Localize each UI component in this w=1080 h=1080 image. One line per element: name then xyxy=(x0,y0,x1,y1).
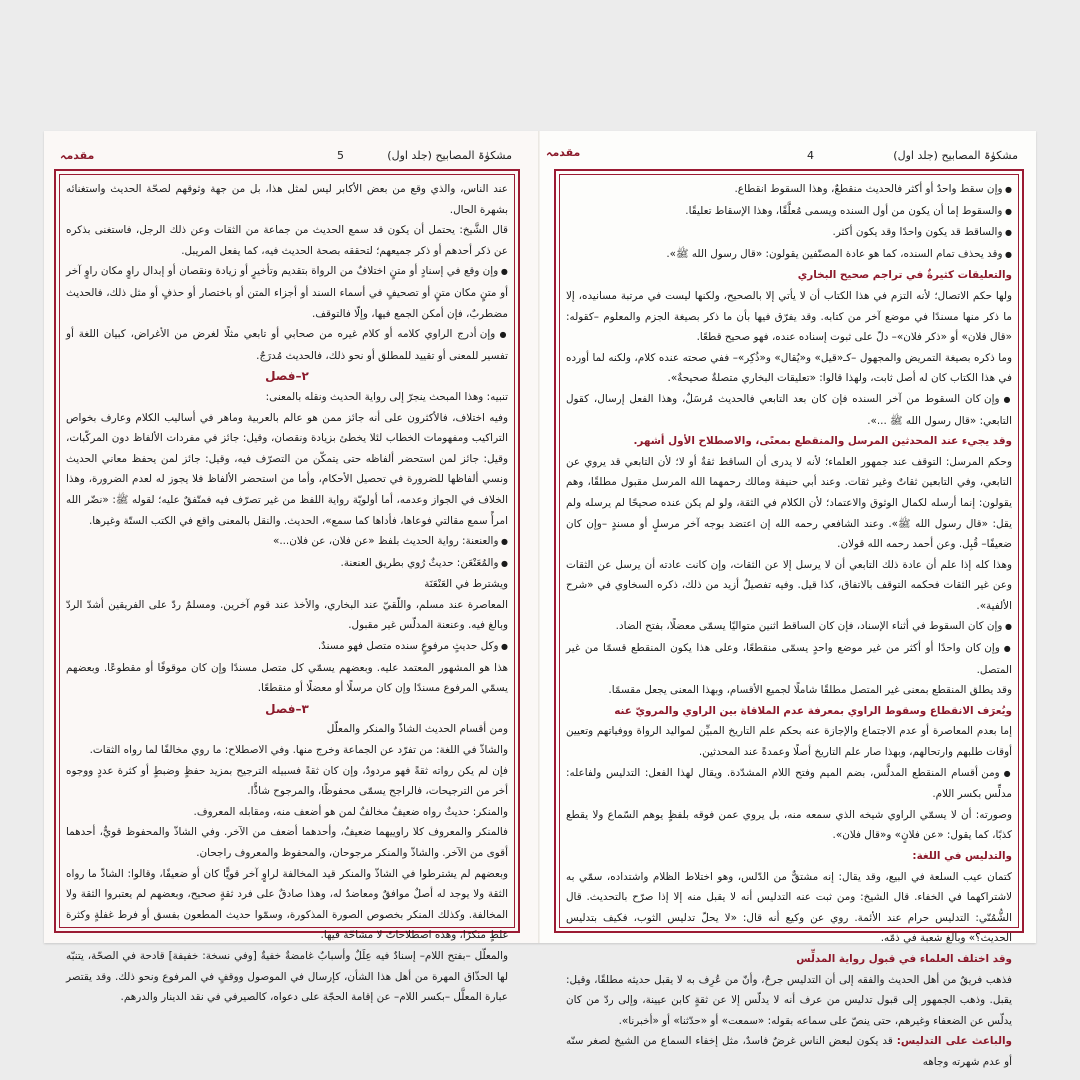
bullet-paragraph: ● وإن كان واحدًا أو أكثر من غير موضع واحدٍ يسمّى منقطعًا، وعلى هذا يكون المنقطع قسمًا من غير المتصل. xyxy=(566,638,1012,680)
bullet-paragraph: ● وإن أدرج الراوي كلامه أو كلام غيره من صحابي أو تابعي مثلًا لغرض من الأغراض، كبيان اللغة أو تفسير للمعنى أو تقييد للمطلق أو نحو ذلك، فالحديث مُدرَجٌ. xyxy=(66,324,508,366)
paragraph: تنبيه: وهذا المبحث ينجرّ إلى رواية الحديث ونقله بالمعنى: xyxy=(265,390,508,403)
paragraph: إما بعدم المعاصرة أو عدم الاجتماع والإجازة عنه بحكم علم التاريخ المبيِّن لمواليد الرواة ووفياتهم وتعيين أوقات طلبهم وارتحالهم، وبهذا صار علم التاريخ أصلًا وعمدةً عند المحدثين. xyxy=(566,725,1012,759)
bullet-paragraph: ● وإن كان السقوط في أثناء الإسناد، فإن كان الساقط اثنين متواليًا يسمّى معضلًا، بفتح الضاد. xyxy=(566,616,1012,638)
paragraph: وحكم المرسل: التوقف عند جمهور العلماء؛ لأنه لا يدرى أن الساقط ثقةٌ أو لا؛ لأن التابعي قد يروي عن التابعي، وفي التابعين ثقاتٌ وغير ثقات. وعند أبي حنيفة ومالك رحمهما الله المرسل مقبول مطلقًا، وهم يقولون: إنما أرسله لكمال الوثوق والاعتماد؛ لأن الكلام في الثقة، ولو لم يكن عنده صحيحًا لم يرسله ولم يقل: «قال رسول الله ﷺ». وعند الشافعي رحمه الله إن اعتضد بوجه آخر مرسلٍ أو مسندٍ –وإن كان ضعيفًا– قُبِل. وعن أحمد رحمه الله قولان. xyxy=(566,455,1012,551)
left-page-frame xyxy=(54,169,520,1004)
book-spread xyxy=(44,131,1036,1068)
running-title: مشکوٰۃ المصابیح (جلد اول) xyxy=(387,149,512,162)
running-title: مشکوٰۃ المصابیح (جلد اول) xyxy=(893,149,1018,162)
subheading: وقد اختلف العلماء في قبول رواية المدلِّس xyxy=(796,952,1012,965)
section-heading: ٣–فصل xyxy=(265,701,309,716)
paragraph: ويشترط في العَنْعَنَة xyxy=(424,578,508,591)
paragraph: فإن لم يكن رواته ثقةً فهو مردودٌ، وإن كان ثقةً فسبيله الترجيح بمزيد حفظٍ وضبطٍ أو كثرة عددٍ ووجوه أخر من الترجيحات، فالراجح يسمّى محفوظًا، والمرجوح شاذًّا. xyxy=(66,764,508,798)
paragraph: وهذا كله إذا علم أن عادة ذلك التابعي أن لا يرسل إلا عن الثقات، وإن كانت عادته أن يرسل عن الثقات وعن غير الثقات فحكمه التوقف بالاتفاق، كذا قيل. وفيه تفصيلٌ أزيد من ذلك، ذكره السخاوي في «شرح الألفية». xyxy=(566,558,1012,612)
paragraph: وصورته: أن لا يسمّي الراوي شيخه الذي سمعه منه، بل يروي عمن فوقه بلفظٍ يوهم السّماع ولا يقطع كذبًا، كما يقول: «عن فلانٍ» و«قال فلان». xyxy=(566,808,1012,842)
paragraph: المعاصرة عند مسلم، واللّقيّ عند البخاري، والأخذ عند قوم آخرين. ومسلمٌ ردّ على الفريقين أشدّ الردّ وبالغ فيه. وعنعنة المدلّس غير مقبول. xyxy=(66,598,508,632)
inline-subheading: والباعث على التدليس: xyxy=(896,1035,1012,1048)
bullet-paragraph: ● وإن سقط واحدٌ أو أكثر فالحديث منقطعٌ، وهذا السقوط انقطاع. xyxy=(566,179,1012,201)
subheading: والتدليس في اللغة: xyxy=(912,850,1012,862)
paragraph: والشاذّ في اللغة: من تفرّد عن الجماعة وخرج منها. وفي الاصطلاح: ما روي مخالفًا لما رواه الثقات. xyxy=(89,744,508,757)
paragraph: والمنكر: حديثٌ رواه ضعيفٌ مخالفٌ لمن هو أضعف منه، ومقابله المعروف. xyxy=(193,805,508,818)
bullet-paragraph: ● ومن أقسام المنقطع المدلَّس، بضم الميم وفتح اللام المشدّدة. ويقال لهذا الفعل: التدليس ولفاعله: مدلِّس بكسر اللام. xyxy=(566,763,1012,805)
page-number: 5 xyxy=(337,149,344,162)
bullet-paragraph: ● والمُعَنْعَن: حديثٌ رُوي بطريق العنعنة. xyxy=(66,553,508,575)
bullet-paragraph: ● والسقوط إما أن يكون من أول السنده ويسمى مُعلَّقًا، وهذا الإسقاط تعليقًا. xyxy=(566,201,1012,223)
left-page xyxy=(44,131,540,1004)
paragraph: وبعضهم لم يشترطوا في الشاذّ والمنكر قيد المخالفة لراوٍ آخر قويًّا كان أو ضعيفًا، وقالوا: الشاذّ ما رواه الثقة ولا يوجد له أصلٌ موافقٌ ومعاضدٌ له، وهذا صادقٌ على فرد ثقةٍ صحيح، وبعضهم لم يعتبروا الثقة ولا المخالفة. وكذلك المنكر بخصوص الصورة المذكورة، وسمّوا حديث المطعون بفسق أو فرط غفلةٍ وكثرة غلطٍ منكرًا، وهذه اصطلاحاتٌ لا مشاحّة فيها. xyxy=(66,867,508,942)
left-page-header xyxy=(54,149,520,169)
paragraph: وقد يطلق المنقطع بمعنى غير المتصل مطلقًا شاملًا لجميع الأقسام، وبهذا المعنى يجعل مقسمًا. xyxy=(608,684,1012,697)
paragraph xyxy=(566,1031,1012,1072)
paragraph: هذا هو المشهور المعتمد عليه. وبعضهم يسمّي كل متصل مسندًا وإن كان موقوفًا أو مقطوعًا. وبعضهم يسمّي المرفوع مسندًا وإن كان مرسلًا أو معضلًا أو منقطعًا. xyxy=(66,661,508,695)
paragraph: وما ذكره بصيغة التمريض والمجهول –كـ«قيل» و«يُقال» و«ذُكِر»– ففي صحته عنده كلام، ولكنه لما أورده في هذا الكتاب كان له أصل ثابت، ولهذا قالوا: «تعليقات البخاري متصلةٌ صحيحةٌ». xyxy=(566,351,1012,385)
subheading: وقد يجيء عند المحدثين المرسل والمنقطع بمعنًى، والاصطلاح الأول أشهر. xyxy=(633,435,1012,448)
paragraph: وفيه اختلاف، فالأكثرون على أنه جائز ممن هو عالم بالعربية وماهر في أساليب الكلام وعارف بخواص التراكيب ومفهومات الخطاب لئلا يخطئ بزيادة ونقصان، وقيل: جائز في مفردات الألفاظ دون المركّبات، وقيل: جائز لمن استحضر ألفاظه حتى يتمكّن من التصرّف فيه، وقيل: جائز لمن يحفظ معاني الحديث ونسي ألفاظها للضرورة في تحصيل الأحكام، وأما من استحضر الألفاظ فلا يجوز له لعدم الضرورة، وهذا الخلاف في الجواز وعدمه، أما أولويّة رواية اللفظ من غير تصرّف فيه فمتّفقٌ عليه؛ لقوله ﷺ: «نضّر الله امرأً سمع مقالتي فوعاها، فأداها كما سمع»، الحديث. والنقل بالمعنى واقع في الكتب الستّة وغيرها. xyxy=(66,411,508,527)
section-label: مقدمہ xyxy=(60,149,95,162)
paragraph: فذهب فريقٌ من أهل الحديث والفقه إلى أن التدليس جرحٌ، وأنّ من عُرِف به لا يقبل حديثه مطلقًا، وقيل: يقبل. وذهب الجمهور إلى قبول تدليس من عرف أنه لا يدلّس إلا عن ثقةٍ كابن عيينة، وإلى ردّ من كان يدلّس عن الضعفاء وغيرهم، حتى ينصّ على سماعه بقوله: «سمعت» أو «حدّثنا» أو «أخبرنا». xyxy=(566,973,1012,1027)
paragraph: كتمان عيب السلعة في البيع، وقد يقال: إنه مشتقٌّ من الدّلس، وهو اختلاط الظلام واشتداده، سمّي به لاشتراكهما في الخفاء. قال الشيخ: ومن ثبت عنه التدليس أنه لا يقبل منه إلا إذا صرّح بالتحديث. قال الشُّمُنّي: التدليس حرام عند الأئمة. روي عن وكيع أنه قال: «لا يحلّ تدليس الثوب، فكيف بتدليس الحديث؟» وبالغ شعبة في ذمّه. xyxy=(566,870,1012,945)
right-page-text xyxy=(566,179,1012,1068)
right-page xyxy=(540,131,1036,1068)
left-page-text xyxy=(66,179,508,1004)
subheading: ويُعرَف الانقطاع وسقوط الراوي بمعرفة عدم الملاقاة بين الراوي والمرويّ عنه xyxy=(614,704,1012,717)
bullet-paragraph: ● والعنعنة: رواية الحديث بلفظ «عن فلان، عن فلان...» xyxy=(66,531,508,553)
right-page-header xyxy=(546,146,1024,169)
paragraph-text: قد يكون لبعض الناس غرضٌ فاسدٌ، مثل إخفاء السماع من الشيخ لصغر سنّه أو عدم شهرته وجاهه xyxy=(566,1035,1012,1068)
section-heading: ٢–فصل xyxy=(265,369,309,384)
page-number: 4 xyxy=(807,149,814,162)
paragraph: ومن أقسام الحديث الشاذّ والمنكر والمعلّل xyxy=(326,723,508,736)
right-page-frame xyxy=(554,169,1024,1068)
bullet-paragraph: ● وإن كان السقوط من آخر السنده فإن كان بعد التابعي فالحديث مُرسَلٌ، وهذا الفعل إرسال، كقول التابعي: «قال رسول الله ﷺ ...». xyxy=(566,389,1012,431)
section-label: مقدمہ xyxy=(546,146,581,159)
paragraph: قال الشَّيخ: يحتمل أن يكون قد سمع الحديث من جماعة من الثقات وعن ذلك الرجل، فاستغنى بذكره عن ذكر أحدهم أو ذكر جميعهم؛ لتحققه بصحة الحديث فيه، كما يفعل المريبل. xyxy=(66,224,508,257)
paragraph: والمعلّل –بفتح اللام– إسنادٌ فيه عِلَلٌ وأسبابٌ غامضةٌ خفيةٌ [وفي نسخة: خفيفة] قادحة في الصحّة، يتنبّه لها الحذّاق المهرة من أهل هذا الشأن، كإرسال في الموصول ووقفٍ في المرفوع ونحو ذلك. وقد يقتصر عبارة المعلَّل –بكسر اللام– عن إقامة الحجّة على دعواه، كالصيرفي في نقد الدينار والدرهم. xyxy=(66,949,508,1004)
paragraph: ولها حكم الاتصال؛ لأنه التزم في هذا الكتاب أن لا يأتي إلا بالصحيح، ولكنها ليست في مرتبة مسانيده، إلا ما ذكر منها مسندًا في موضع آخر من كتابه. وقد يفرّق فيها بأن ما ذكر بصيغة الجزم والمعلوم –كقوله: «قال فلان» أو «ذكر فلان»– دلّ على ثبوت إسناده عنده، فهو صحيح قطعًا. xyxy=(566,289,1012,344)
paragraph: عند الناس، والذي وقع من بعض الأكابر ليس لمثل هذا، بل من جهة وثوقهم لصحّة الحديث واستغنائه بشهرة الحال. xyxy=(66,183,508,216)
paragraph: فالمنكر والمعروف كلا راوييهما ضعيفٌ، وأحدهما أضعف من الآخر. وفي الشاذّ والمحفوظ قويٌّ، أحدهما أقوى من الآخر. والشاذّ والمنكر مرجوحان، والمحفوظ والمعروف راجحان. xyxy=(66,826,508,859)
bullet-paragraph: ● والساقط قد يكون واحدًا وقد يكون أكثر. xyxy=(566,222,1012,244)
bullet-paragraph: ● وقد يحذف تمام السنده، كما هو عادة المصنّفين يقولون: «قال رسول الله ﷺ». xyxy=(566,244,1012,266)
bullet-paragraph: ● وكل حديثٍ مرفوعٍ سنده متصل فهو مسندٌ. xyxy=(66,636,508,658)
bullet-paragraph: ● وإن وقع في إسنادٍ أو متنٍ اختلافٌ من الرواة بتقديم وتأخيرٍ أو زيادة ونقصان أو إبدال راوٍ مكان راوٍ آخر أو متنٍ مكان متنٍ أو تصحيفٍ في أسماء السند أو أجزاء المتن أو باختصار أو حذفٍ أو مثل ذلك، فالحديث مضطربٌ، فإن أمكن الجمع فيها، وإلّا فالتوقف. xyxy=(66,261,508,324)
subheading: والتعليقات كثيرةٌ في تراجم صحيح البخاري xyxy=(797,269,1012,282)
